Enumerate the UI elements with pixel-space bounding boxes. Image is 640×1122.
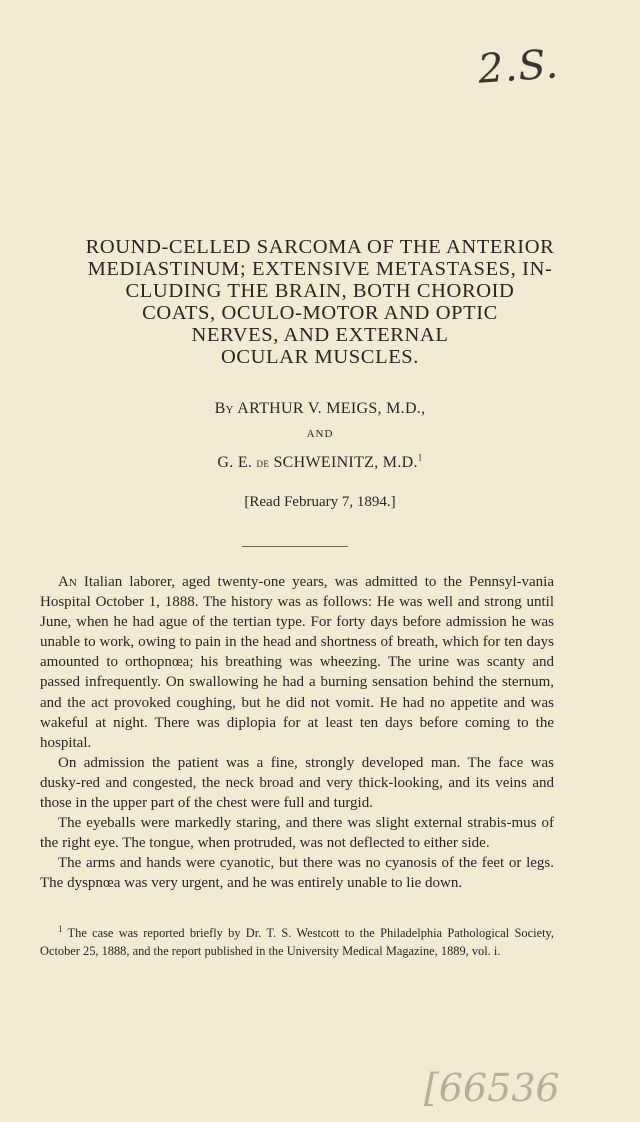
article-title (40, 236, 600, 368)
handwritten-accession-number: [66536 (424, 1066, 560, 1110)
author-1: ARTHUR V. MEIGS, M.D., (237, 400, 426, 417)
title-line: ROUND-CELLED SARCOMA OF THE ANTERIOR (85, 236, 555, 258)
paragraph-text: Italian laborer, aged twenty-one years, was admitted to the Pennsyl-vania Hospital October 1, 1888. The history was as follows: He was well and strong until June, when he had ague of the tertian type. For forty days before admission he was unable to work, owing to pain in the head and shortness of breath, which for ten days amounted to orthopnœa; his breathing was wheezing. The urine was scanty and passed infrequently. On swallowing he had a burning sensation behind the sternum, and the act provoked coughing, but he did not vomit. He had no appetite and was wakeful at night. There was diplopia for at least ten days before coming to the hospital. (40, 574, 554, 751)
author-2-particle: de (256, 455, 270, 470)
footnote (40, 925, 554, 960)
body-paragraph (40, 753, 554, 813)
footnote-text: The case was reported briefly by Dr. T. S. Westcott to the Philadelphia Pathological Society, October 25, 1888, and the report published in the University Medical Magazine, 1889, vol. i. (40, 926, 554, 958)
footnote-mark: 1 (58, 923, 63, 934)
author-line-1 (0, 400, 640, 418)
read-date: [Read February 7, 1894.] (244, 494, 396, 510)
body-paragraph (40, 853, 554, 893)
paragraph-text: The eyeballs were markedly staring, and there was slight external strabis-mus of the right eye. The tongue, when protruded, was not deflected to either side. (40, 815, 554, 852)
body-paragraph (40, 572, 554, 753)
title-line: MEDIASTINUM; EXTENSIVE METASTASES, IN- (87, 258, 553, 280)
title-line: NERVES, AND EXTERNAL (191, 324, 449, 346)
by-label: By (214, 400, 234, 417)
paragraph-text: On admission the patient was a fine, strongly developed man. The face was dusky-red and congested, the neck broad and very thick-looking, and its veins and those in the upper part of the chest were full and turgid. (40, 754, 554, 812)
body-paragraph (40, 813, 554, 853)
paragraph-lead: An (58, 574, 77, 590)
author-2-initials: G. E. (217, 454, 253, 471)
handwritten-shelf-mark: 2.S. (476, 41, 561, 93)
title-line: OCULAR MUSCLES. (220, 346, 420, 368)
title-line: COATS, OCULO-MOTOR AND OPTIC (142, 302, 498, 324)
article-body (40, 572, 554, 894)
author-line-2 (0, 454, 640, 472)
title-line: CLUDING THE BRAIN, BOTH CHOROID (125, 280, 515, 302)
and-separator: AND (306, 428, 334, 440)
paragraph-text: The arms and hands were cyanotic, but there was no cyanosis of the feet or legs. The dyspnœa was very urgent, and he was entirely unable to lie down. (40, 855, 554, 892)
section-divider (242, 546, 348, 547)
footnote-reference: 1 (417, 452, 423, 463)
author-2-surname: SCHWEINITZ, M.D. (273, 454, 418, 471)
